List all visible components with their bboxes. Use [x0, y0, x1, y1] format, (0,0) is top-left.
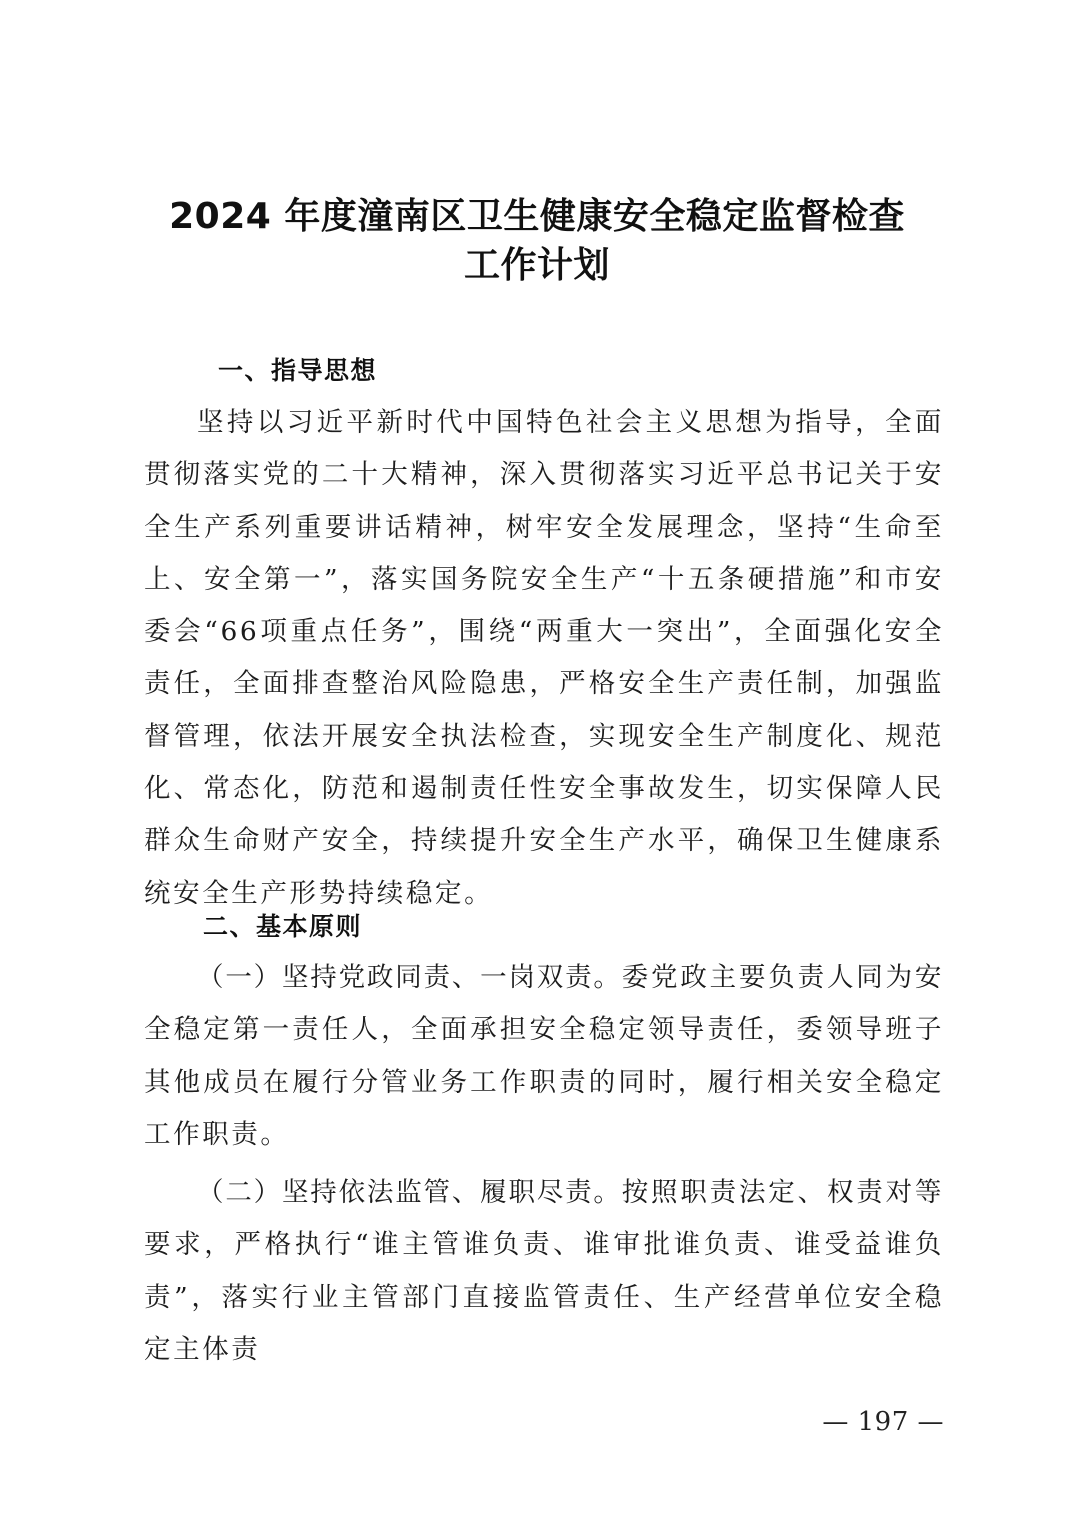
page-number: — 197 —	[822, 1407, 944, 1437]
section-2-body	[144, 952, 944, 1376]
principle-1-text: 委党政主要负责人同为安全稳定第一责任人，全面承担安全稳定领导责任，委领导班子其他成员在履行分管业务工作职责的同时，履行相关安全稳定工作职责。	[144, 962, 944, 1150]
section-1-body	[144, 397, 944, 920]
principle-1-lead: （一）坚持党政同责、一岗双责。	[197, 962, 622, 993]
principle-2-lead: （二）坚持依法监管、履职尽责。	[197, 1177, 622, 1209]
principle-1-paragraph	[144, 952, 944, 1161]
document-title-line-1: 2024 年度潼南区卫生健康安全稳定监督检查	[169, 196, 905, 237]
section-1-paragraph: 坚持以习近平新时代中国特色社会主义思想为指导，全面贯彻落实党的二十大精神，深入贯彻落实习近平总书记关于安全生产系列重要讲话精神，树牢安全发展理念，坚持“生命至上、安全第一”，落实国务院安全生产“十五条硬措施”和市安委会“66项重点任务”，围绕“两重大一突出”，全面强化安全责任，全面排查整治风险隐患，严格安全生产责任制，加强监督管理，依法开展安全执法检查，实现安全生产制度化、规范化、常态化，防范和遏制责任性安全事故发生，切实保障人民群众生命财产安全，持续提升安全生产水平，确保卫生健康系统安全生产形势持续稳定。	[144, 407, 944, 909]
section-2-heading: 二、基本原则	[203, 912, 363, 941]
principle-2-text: 按照职责法定、权责对等要求，严格执行“谁主管谁负责、谁审批谁负责、谁受益谁负责”，落实行业主管部门直接监管责任、生产经营单位安全稳定主体责	[144, 1177, 944, 1366]
document-title-line-2: 工作计划	[463, 245, 610, 286]
section-1-heading: 一、指导思想	[218, 356, 378, 385]
principle-2-paragraph	[144, 1167, 944, 1376]
